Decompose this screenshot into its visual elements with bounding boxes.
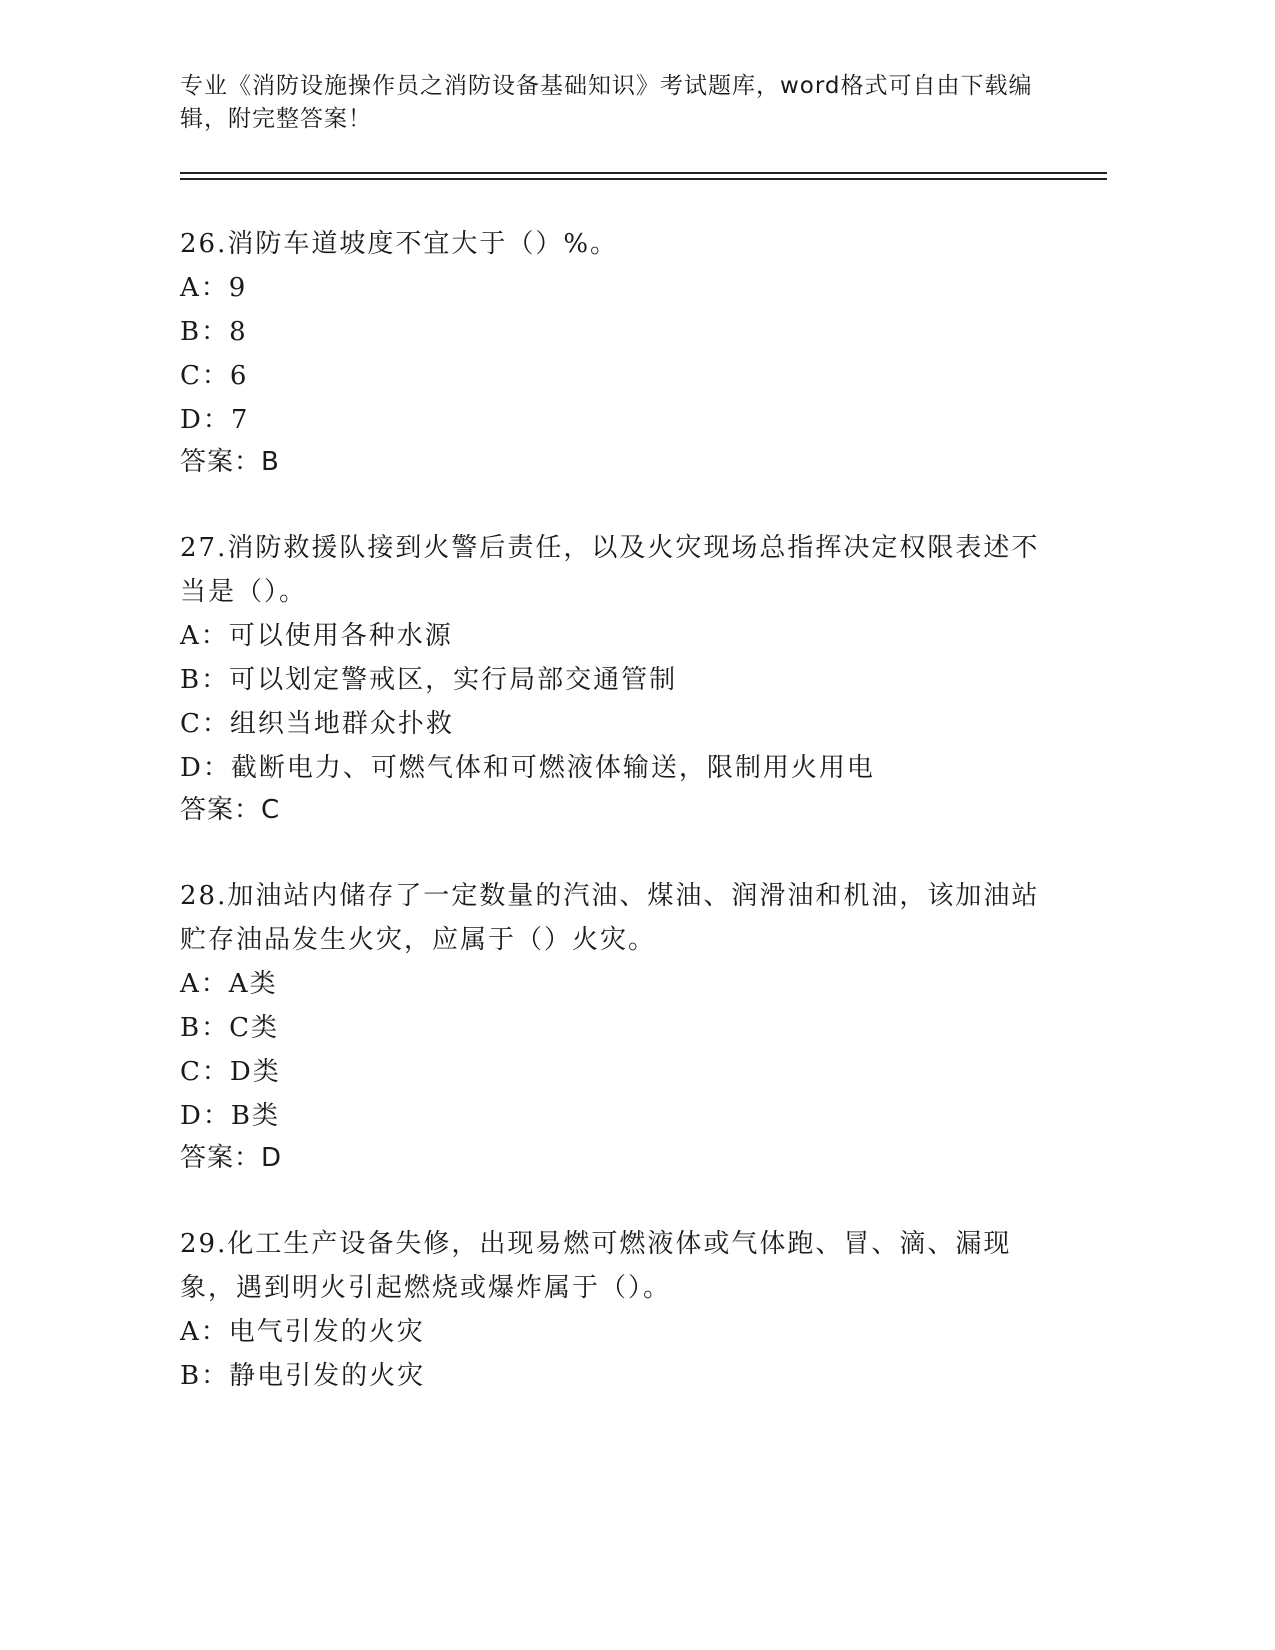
option-b: B：8 — [180, 317, 248, 347]
option-text: 静电引发的火灾 — [229, 1361, 426, 1391]
answer-line — [180, 442, 1040, 482]
question-stem: 26.消防车道坡度不宜大于（）%。 — [180, 229, 619, 259]
question-stem: 28.加油站内储存了一定数量的汽油、煤油、润滑油和机油，该加油站贮存油品发生火灾，应属于（）火灾。 — [180, 881, 1040, 955]
option-text: 可以划定警戒区，实行局部交通管制 — [229, 665, 678, 695]
option-c: C：D类 — [180, 1057, 281, 1087]
option-letter: B — [180, 665, 202, 695]
option-text: 8 — [229, 317, 248, 347]
option-a: A：A类 — [180, 969, 278, 999]
option-letter: D — [180, 753, 203, 783]
question-29 — [180, 1222, 1040, 1398]
option-text: 9 — [228, 273, 248, 303]
option-b: B：可以划定警戒区，实行局部交通管制 — [180, 665, 678, 695]
answer-label: 答案： — [180, 795, 262, 825]
question-list — [180, 222, 1040, 1442]
option-a: A：电气引发的火灾 — [180, 1317, 425, 1347]
option-text: 6 — [229, 361, 249, 391]
option-letter: D — [180, 405, 203, 435]
question-26 — [180, 222, 1040, 482]
option-text: 7 — [230, 405, 250, 435]
document-header: 专业《消防设施操作员之消防设备基础知识》考试题库，word格式可自由下载编辑，附完整答案！ — [180, 73, 1033, 132]
option-letter: B — [180, 1361, 202, 1391]
question-27 — [180, 526, 1040, 830]
header-divider-top — [180, 172, 1107, 174]
option-text: C类 — [229, 1013, 280, 1043]
option-d: D：B类 — [180, 1101, 280, 1131]
option-c: C：6 — [180, 361, 249, 391]
option-letter: C — [180, 709, 202, 739]
answer-label: 答案： — [180, 1143, 262, 1173]
option-text: 电气引发的火灾 — [228, 1317, 425, 1347]
option-d: D：7 — [180, 405, 250, 435]
option-a: A：可以使用各种水源 — [180, 621, 453, 651]
header-divider-bottom — [180, 178, 1107, 180]
answer-label: 答案： — [180, 447, 262, 477]
answer-line — [180, 1138, 1040, 1178]
option-letter: A — [180, 969, 201, 999]
question-stem: 29.化工生产设备失修，出现易燃可燃液体或气体跑、冒、滴、漏现象，遇到明火引起燃烧或爆炸属于（）。 — [180, 1229, 1012, 1303]
option-letter: A — [180, 621, 201, 651]
option-text: 可以使用各种水源 — [228, 621, 453, 651]
option-text: 组织当地群众扑救 — [229, 709, 454, 739]
option-letter: A — [180, 1317, 201, 1347]
answer-line — [180, 790, 1040, 830]
answer-value: B — [261, 447, 280, 477]
option-b: B：C类 — [180, 1013, 280, 1043]
option-d: D：截断电力、可燃气体和可燃液体输送，限制用火用电 — [180, 753, 875, 783]
option-letter: D — [180, 1101, 203, 1131]
question-stem: 27.消防救援队接到火警后责任，以及火灾现场总指挥决定权限表述不当是（）。 — [180, 533, 1040, 607]
option-letter: B — [180, 317, 202, 347]
option-text: B类 — [230, 1101, 280, 1131]
option-text: 截断电力、可燃气体和可燃液体输送，限制用火用电 — [230, 753, 875, 783]
option-c: C：组织当地群众扑救 — [180, 709, 454, 739]
option-text: D类 — [229, 1057, 281, 1087]
answer-value: C — [261, 795, 281, 825]
option-letter: C — [180, 361, 202, 391]
option-letter: B — [180, 1013, 202, 1043]
option-text: A类 — [228, 969, 278, 999]
option-b: B：静电引发的火灾 — [180, 1361, 426, 1391]
option-letter: C — [180, 1057, 202, 1087]
option-letter: A — [180, 273, 201, 303]
option-a: A：9 — [180, 273, 248, 303]
answer-value: D — [261, 1143, 283, 1173]
question-28 — [180, 874, 1040, 1178]
